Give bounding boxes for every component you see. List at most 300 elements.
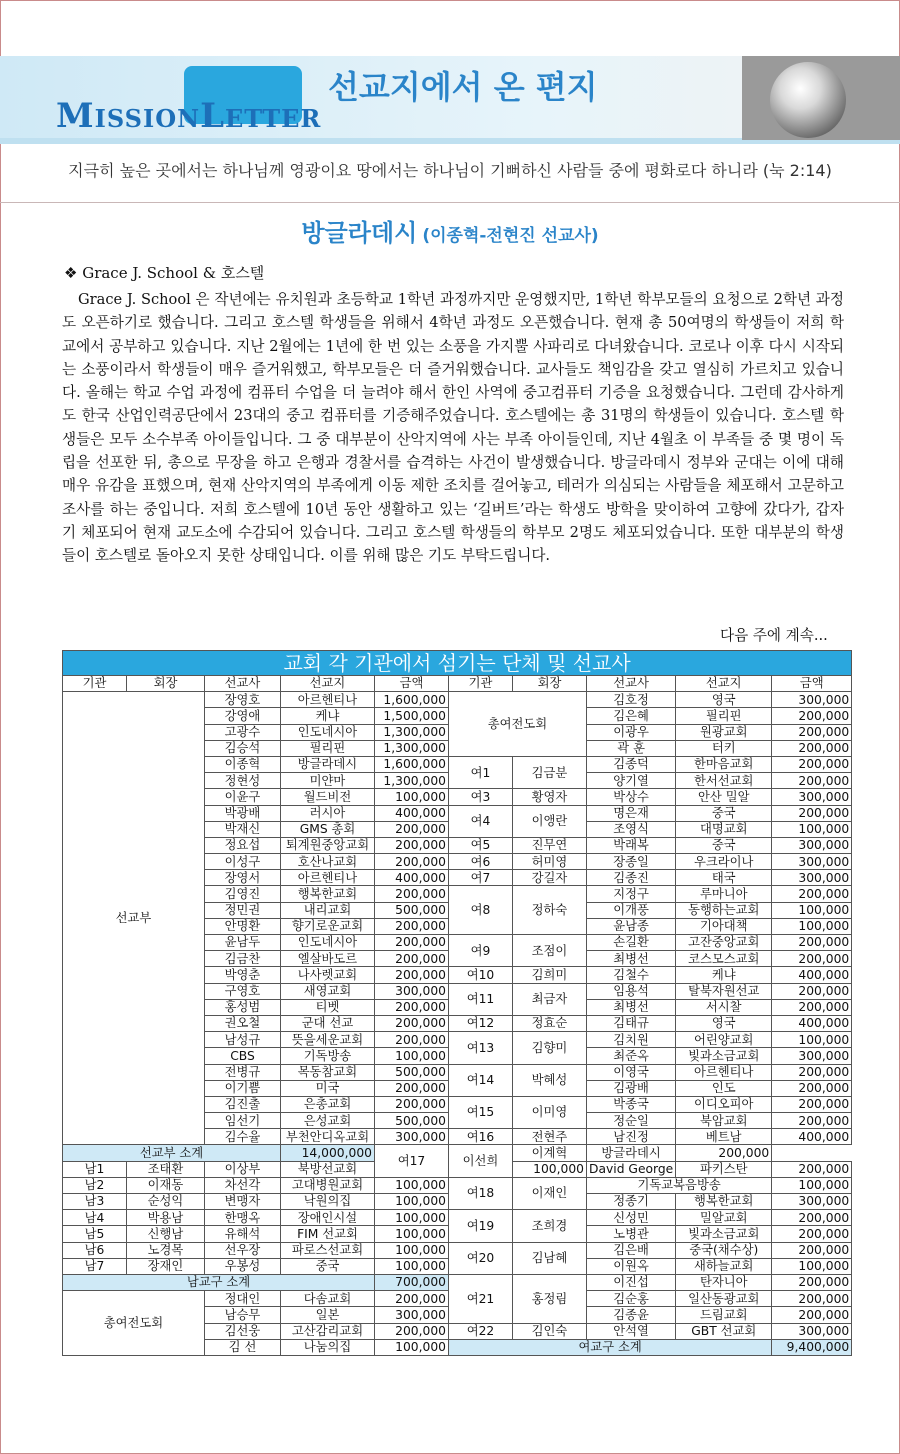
table-cell: 지정구 bbox=[587, 886, 676, 902]
table-cell: 100,000 bbox=[375, 1226, 449, 1242]
table-cell: 동행하는교회 bbox=[676, 902, 772, 918]
table-cell: 100,000 bbox=[375, 789, 449, 805]
table-cell: 변맹자 bbox=[205, 1194, 281, 1210]
table-cell: GBT 선교회 bbox=[676, 1323, 772, 1339]
table-cell: 이계혁 bbox=[513, 1145, 587, 1161]
table-cell: 여13 bbox=[449, 1032, 513, 1064]
table-cell: 명은재 bbox=[587, 805, 676, 821]
table-cell: 북방선교회 bbox=[281, 1161, 375, 1177]
table-cell: 200,000 bbox=[772, 724, 852, 740]
table-cell: 러시아 bbox=[281, 805, 375, 821]
region-name: 방글라데시 bbox=[301, 219, 418, 247]
table-cell: 200,000 bbox=[772, 999, 852, 1015]
table-cell: 100,000 bbox=[375, 1242, 449, 1258]
table-cell: 유해석 bbox=[205, 1226, 281, 1242]
table-cell: 200,000 bbox=[772, 1080, 852, 1096]
table-cell: 여15 bbox=[449, 1096, 513, 1128]
table-cell: 박혜성 bbox=[513, 1064, 587, 1096]
table-cell: 뜻을세운교회 bbox=[281, 1032, 375, 1048]
table-cell: 남진정 bbox=[587, 1129, 676, 1145]
table-cell: 남3 bbox=[63, 1194, 127, 1210]
logo-rest-2: ETTER bbox=[224, 104, 322, 133]
table-cell: 200,000 bbox=[772, 1161, 852, 1177]
table-cell: 200,000 bbox=[375, 886, 449, 902]
table-cell: 어린양교회 bbox=[676, 1032, 772, 1048]
table-cell: 400,000 bbox=[772, 1129, 852, 1145]
table-cell: 300,000 bbox=[375, 983, 449, 999]
table-cell: 이미영 bbox=[513, 1096, 587, 1128]
table-cell: 김태규 bbox=[587, 1015, 676, 1031]
table-cell: 향기로운교회 bbox=[281, 918, 375, 934]
table-cell: 200,000 bbox=[772, 935, 852, 951]
table-cell: 신행남 bbox=[127, 1226, 205, 1242]
table-cell: 코스모스교회 bbox=[676, 951, 772, 967]
table-cell: 여교구 소계 bbox=[449, 1339, 772, 1355]
table-cell: 일산동광교회 bbox=[676, 1291, 772, 1307]
table-cell: 100,000 bbox=[772, 1177, 852, 1193]
table-cell: 인도 bbox=[676, 1080, 772, 1096]
table-cell: 낙원의집 bbox=[281, 1194, 375, 1210]
table-cell: 200,000 bbox=[772, 1096, 852, 1112]
table-cell: 태국 bbox=[676, 870, 772, 886]
table-cell: 빛과소금교회 bbox=[676, 1226, 772, 1242]
table-cell: 여14 bbox=[449, 1064, 513, 1096]
table-cell: 200,000 bbox=[375, 999, 449, 1015]
table-cell: 구영호 bbox=[205, 983, 281, 999]
table-cell: 이재동 bbox=[127, 1177, 205, 1193]
table-cell: 윤남종 bbox=[587, 918, 676, 934]
table-cell: 여6 bbox=[449, 854, 513, 870]
table-cell: 300,000 bbox=[772, 1048, 852, 1064]
table-cell: 순성익 bbox=[127, 1194, 205, 1210]
table-cell: 김철수 bbox=[587, 967, 676, 983]
table-cell: 200,000 bbox=[772, 1291, 852, 1307]
table-cell: 여1 bbox=[449, 756, 513, 788]
table-row bbox=[63, 1177, 852, 1193]
table-cell: 100,000 bbox=[772, 1258, 852, 1274]
table-cell: 김선웅 bbox=[205, 1323, 281, 1339]
mission-letter-logo bbox=[56, 96, 321, 136]
table-cell: 안산 밀알 bbox=[676, 789, 772, 805]
table-cell: 필리핀 bbox=[676, 708, 772, 724]
table-cell: 나눔의집 bbox=[281, 1339, 375, 1355]
table-cell: 노경목 bbox=[127, 1242, 205, 1258]
table-cell: 총여전도회 bbox=[449, 692, 587, 757]
table-cell: 장영서 bbox=[205, 870, 281, 886]
globe-icon bbox=[770, 62, 846, 138]
table-cell: David George bbox=[587, 1161, 676, 1177]
table-cell: 엘살바도르 bbox=[281, 951, 375, 967]
table-cell: 최병선 bbox=[587, 951, 676, 967]
table-cell: 김광배 bbox=[587, 1080, 676, 1096]
table-cell: 김 선 bbox=[205, 1339, 281, 1355]
table-cell: 김치원 bbox=[587, 1032, 676, 1048]
table-cell: 미국 bbox=[281, 1080, 375, 1096]
table-cell: 필리핀 bbox=[281, 740, 375, 756]
table-cell: 중국(채수상) bbox=[676, 1242, 772, 1258]
table-cell: 200,000 bbox=[772, 773, 852, 789]
table-cell: 중국 bbox=[281, 1258, 375, 1274]
table-cell: 여7 bbox=[449, 870, 513, 886]
table-row bbox=[63, 1242, 852, 1258]
table-cell: 100,000 bbox=[375, 1048, 449, 1064]
table-cell: 여18 bbox=[449, 1177, 513, 1209]
table-cell: GMS 총회 bbox=[281, 821, 375, 837]
table-cell: 이상부 bbox=[205, 1161, 281, 1177]
table-cell: 400,000 bbox=[772, 1015, 852, 1031]
table-cell: 100,000 bbox=[375, 1194, 449, 1210]
logo-rest-1: ISSION bbox=[94, 104, 201, 133]
table-cell: 100,000 bbox=[772, 918, 852, 934]
column-header: 선교지 bbox=[676, 676, 772, 692]
table-cell: 기독방송 bbox=[281, 1048, 375, 1064]
table-cell: 여11 bbox=[449, 983, 513, 1015]
table-cell: 다솜교회 bbox=[281, 1291, 375, 1307]
table-cell: 밀알교회 bbox=[676, 1210, 772, 1226]
table-cell: 9,400,000 bbox=[772, 1339, 852, 1355]
table-cell: 곽 훈 bbox=[587, 740, 676, 756]
table-cell: 여4 bbox=[449, 805, 513, 837]
table-cell: 김종윤 bbox=[587, 1307, 676, 1323]
table-cell: 200,000 bbox=[772, 1210, 852, 1226]
table-cell: 행복한교회 bbox=[676, 1194, 772, 1210]
table-cell: 박영춘 bbox=[205, 967, 281, 983]
table-cell: 나사렛교회 bbox=[281, 967, 375, 983]
table-cell: 500,000 bbox=[375, 1113, 449, 1129]
table-cell: 400,000 bbox=[772, 967, 852, 983]
table-banner: 교회 각 기관에서 섬기는 단체 및 선교사 bbox=[63, 651, 852, 676]
table-cell: 부천안디옥교회 bbox=[281, 1129, 375, 1145]
table-cell: 박종국 bbox=[587, 1096, 676, 1112]
table-cell: 드림교회 bbox=[676, 1307, 772, 1323]
table-cell: 아르헨티나 bbox=[281, 870, 375, 886]
table-cell: 200,000 bbox=[772, 1064, 852, 1080]
table-cell: 김영진 bbox=[205, 886, 281, 902]
table-cell: 진무연 bbox=[513, 837, 587, 853]
table-cell: 200,000 bbox=[375, 935, 449, 951]
table-cell: 이원옥 bbox=[587, 1258, 676, 1274]
table-cell: 케냐 bbox=[281, 708, 375, 724]
table-cell: 200,000 bbox=[375, 951, 449, 967]
table-cell: FIM 선교회 bbox=[281, 1226, 375, 1242]
table-cell: 루마니아 bbox=[676, 886, 772, 902]
table-cell: 베트남 bbox=[676, 1129, 772, 1145]
table-cell: 김인숙 bbox=[513, 1323, 587, 1339]
table-cell: 군대 선교 bbox=[281, 1015, 375, 1031]
table-cell: 14,000,000 bbox=[281, 1145, 375, 1161]
table-cell: 김남혜 bbox=[513, 1242, 587, 1274]
table-cell: 조희경 bbox=[513, 1210, 587, 1242]
table-cell: 대명교회 bbox=[676, 821, 772, 837]
table-cell: 정효순 bbox=[513, 1015, 587, 1031]
table-cell: 총여전도회 bbox=[63, 1291, 205, 1356]
table-cell: 여9 bbox=[449, 935, 513, 967]
table-cell: 200,000 bbox=[772, 805, 852, 821]
table-cell: 1,600,000 bbox=[375, 692, 449, 708]
table-cell: 200,000 bbox=[772, 708, 852, 724]
table-cell: 200,000 bbox=[772, 1226, 852, 1242]
table-cell: 300,000 bbox=[375, 1129, 449, 1145]
table-cell: 김향미 bbox=[513, 1032, 587, 1064]
table-cell: 김순홍 bbox=[587, 1291, 676, 1307]
table-cell: 최금자 bbox=[513, 983, 587, 1015]
table-cell: 1,300,000 bbox=[375, 740, 449, 756]
table-cell: 여10 bbox=[449, 967, 513, 983]
table-cell: 박용남 bbox=[127, 1210, 205, 1226]
table-cell: 여21 bbox=[449, 1274, 513, 1323]
column-header: 선교지 bbox=[281, 676, 375, 692]
table-header-row bbox=[63, 676, 852, 692]
table-cell: 고대병원교회 bbox=[281, 1177, 375, 1193]
table-cell: 선교부 bbox=[63, 692, 205, 1145]
table-cell: 200,000 bbox=[772, 1242, 852, 1258]
table-cell: 여8 bbox=[449, 886, 513, 935]
table-cell: 황영자 bbox=[513, 789, 587, 805]
table-cell: 정종기 bbox=[587, 1194, 676, 1210]
table-cell: 200,000 bbox=[375, 1291, 449, 1307]
table-cell: 여19 bbox=[449, 1210, 513, 1242]
table-row bbox=[63, 1210, 852, 1226]
column-header: 회장 bbox=[127, 676, 205, 692]
table-cell: 장재인 bbox=[127, 1258, 205, 1274]
continued-note: 다음 주에 계속... bbox=[720, 627, 828, 644]
table-cell: 남교구 소계 bbox=[63, 1274, 375, 1290]
table-cell: 이앵란 bbox=[513, 805, 587, 837]
table-row bbox=[63, 1274, 852, 1290]
table-cell: 400,000 bbox=[375, 870, 449, 886]
table-cell: 김희미 bbox=[513, 967, 587, 983]
table-cell: 여22 bbox=[449, 1323, 513, 1339]
divider bbox=[0, 202, 900, 203]
table-cell: 고광수 bbox=[205, 724, 281, 740]
table-cell: 남1 bbox=[63, 1161, 127, 1177]
table-cell: 아르헨티나 bbox=[676, 1064, 772, 1080]
table-cell: 정대인 bbox=[205, 1291, 281, 1307]
table-cell: 케냐 bbox=[676, 967, 772, 983]
table-cell: 남4 bbox=[63, 1210, 127, 1226]
table-cell: 남승무 bbox=[205, 1307, 281, 1323]
table-cell: 티벳 bbox=[281, 999, 375, 1015]
table-cell: 양기열 bbox=[587, 773, 676, 789]
page-title: 선교지에서 온 편지 bbox=[328, 68, 598, 106]
table-cell: 이선희 bbox=[449, 1145, 513, 1177]
table-cell: 남성규 bbox=[205, 1032, 281, 1048]
table-cell: 선우장 bbox=[205, 1242, 281, 1258]
table-cell: 500,000 bbox=[375, 1064, 449, 1080]
article-body: Grace J. School 은 작년에는 유치원과 초등학교 1학년 과정까지만 운영했지만, 1학년 학부모들의 요청으로 2학년 과정도 오픈하기로 했습니다. 그리고 호스텔 학생들을 위해서 4학년 과정도 오픈했습니다. 현재 총 50여명의 학생들이 저희 학교에서 공부하고 있습니다. 지난 2월에는 1년에 한 번 있는 소풍을 가지뿔 사파리로 다녀왔습니다. 코로나 이후 다시 시작되는 소풍이라서 학생들이 매우 즐거워했고, 학부모들은 더 즐거워했습니다. 교사들도 책임감을 갖고 열심히 가르치고 있습니다. 올해는 학교 수업 과정에 컴퓨터 수업을 더 늘려야 해서 한인 사역에 중고컴퓨터 기증을 요청했습니다. 그런데 감사하게도 한국 산업인력공단에서 23대의 중고 컴퓨터를 기증해주었습니다. 호스텔에는 총 31명의 학생들이 있습니다. 호스텔 학생들은 모두 소수부족 아이들입니다. 그 중 대부분이 산악지역에 사는 부족 아이들인데, 지난 4월초 이 부족들 중 몇 명이 독립을 선포한 뒤, 총으로 무장을 하고 은행과 경찰서를 습격하는 사건이 발생했습니다. 방글라데시 정부와 군대는 이에 대해 매우 유감을 표했으며, 현재 산악지역의 부족에게 이동 제한 조치를 걸어놓고, 테러가 의심되는 사람들을 체포해서 고문하고 조사를 하는 중입니다. 저희 호스텔에 10년 동안 생활하고 있는 ‘길버트’라는 학생도 방학을 맞이하여 고향에 갔다가, 갑자기 체포되어 현재 교도소에 수감되어 있습니다. 그리고 호스텔 학생들의 학부모 2명도 체포되었습니다. 또한 대부분의 학생들이 호스텔로 돌아오지 못한 상태입니다. 이를 위해 많은 기도 부탁드립니다. bbox=[62, 291, 844, 565]
table-cell: 임용석 bbox=[587, 983, 676, 999]
table-cell: 300,000 bbox=[375, 1307, 449, 1323]
table-cell: CBS bbox=[205, 1048, 281, 1064]
table-cell: 300,000 bbox=[772, 692, 852, 708]
table-cell: 조점이 bbox=[513, 935, 587, 967]
table-cell: 행복한교회 bbox=[281, 886, 375, 902]
table-cell: 박광배 bbox=[205, 805, 281, 821]
article-heading: ❖ Grace J. School & 호스텔 bbox=[64, 264, 265, 282]
logo-cap-l: L bbox=[200, 96, 225, 136]
column-header: 기관 bbox=[63, 676, 127, 692]
table-cell: 새영교회 bbox=[281, 983, 375, 999]
table-cell: 홍성범 bbox=[205, 999, 281, 1015]
table-cell: 강길자 bbox=[513, 870, 587, 886]
table-cell: 남2 bbox=[63, 1177, 127, 1193]
table-cell: 200,000 bbox=[375, 1323, 449, 1339]
table-cell: 중국 bbox=[676, 837, 772, 853]
table-cell: 인도네시아 bbox=[281, 724, 375, 740]
table-cell: 200,000 bbox=[676, 1145, 772, 1161]
table-cell: 기독교복음방송 bbox=[587, 1177, 772, 1193]
table-cell: 홍정림 bbox=[513, 1274, 587, 1323]
region-title bbox=[0, 213, 900, 248]
table-cell: 300,000 bbox=[772, 789, 852, 805]
table-cell: 임선기 bbox=[205, 1113, 281, 1129]
table-cell: 이광우 bbox=[587, 724, 676, 740]
table-cell: 선교부 소계 bbox=[63, 1145, 281, 1161]
table-cell: 여3 bbox=[449, 789, 513, 805]
table-cell: 퇴계원중앙교회 bbox=[281, 837, 375, 853]
table-cell: 탄자니아 bbox=[676, 1274, 772, 1290]
table-cell: 조태환 bbox=[127, 1161, 205, 1177]
table-cell: 방글라데시 bbox=[587, 1145, 676, 1161]
table-cell: 200,000 bbox=[772, 983, 852, 999]
table-cell: 200,000 bbox=[375, 837, 449, 853]
table-cell: 차선각 bbox=[205, 1177, 281, 1193]
table-cell: 새하늘교회 bbox=[676, 1258, 772, 1274]
table-cell: 200,000 bbox=[375, 821, 449, 837]
table-cell: 200,000 bbox=[772, 1274, 852, 1290]
table-cell: 장애인시설 bbox=[281, 1210, 375, 1226]
table-cell: 허미영 bbox=[513, 854, 587, 870]
table-cell: 여20 bbox=[449, 1242, 513, 1274]
table-cell: 200,000 bbox=[772, 1113, 852, 1129]
table-cell: 우봉성 bbox=[205, 1258, 281, 1274]
table-cell: 정순일 bbox=[587, 1113, 676, 1129]
table-cell: 강영애 bbox=[205, 708, 281, 724]
table-cell: 신성민 bbox=[587, 1210, 676, 1226]
table-cell: 아르헨티나 bbox=[281, 692, 375, 708]
table-cell: 이기쁨 bbox=[205, 1080, 281, 1096]
table-cell: 남7 bbox=[63, 1258, 127, 1274]
table-cell: 원광교회 bbox=[676, 724, 772, 740]
table-cell: 여5 bbox=[449, 837, 513, 853]
table-cell: 100,000 bbox=[513, 1161, 587, 1177]
table-cell: 안명환 bbox=[205, 918, 281, 934]
table-cell: 이영국 bbox=[587, 1064, 676, 1080]
table-cell: 인도네시아 bbox=[281, 935, 375, 951]
table-cell: 고산감리교회 bbox=[281, 1323, 375, 1339]
table-cell: 이진섭 bbox=[587, 1274, 676, 1290]
table-cell: 정민권 bbox=[205, 902, 281, 918]
table-cell: 박재신 bbox=[205, 821, 281, 837]
table-cell: 정하숙 bbox=[513, 886, 587, 935]
column-header: 금액 bbox=[375, 676, 449, 692]
table-cell: 김은혜 bbox=[587, 708, 676, 724]
table-cell: 한서선교회 bbox=[676, 773, 772, 789]
table-cell: 300,000 bbox=[772, 1194, 852, 1210]
table-cell: 여12 bbox=[449, 1015, 513, 1031]
table-cell: 터키 bbox=[676, 740, 772, 756]
table-cell: 200,000 bbox=[772, 951, 852, 967]
table-cell: 1,600,000 bbox=[375, 756, 449, 772]
table-cell: 남6 bbox=[63, 1242, 127, 1258]
table-cell: 200,000 bbox=[772, 886, 852, 902]
table-cell: 1,500,000 bbox=[375, 708, 449, 724]
table-cell: 200,000 bbox=[772, 740, 852, 756]
table-cell: 700,000 bbox=[375, 1274, 449, 1290]
table-cell: 김금찬 bbox=[205, 951, 281, 967]
table-cell: 기아대책 bbox=[676, 918, 772, 934]
missions-table bbox=[62, 650, 852, 1356]
table-cell: 중국 bbox=[676, 805, 772, 821]
table-cell: 우크라이나 bbox=[676, 854, 772, 870]
table-cell: 이개풍 bbox=[587, 902, 676, 918]
table-cell: 김호정 bbox=[587, 692, 676, 708]
table-cell: 손길환 bbox=[587, 935, 676, 951]
table-cell: 100,000 bbox=[375, 1339, 449, 1355]
table-cell: 김금분 bbox=[513, 756, 587, 788]
table-cell: 고잔중앙교회 bbox=[676, 935, 772, 951]
column-header: 기관 bbox=[449, 676, 513, 692]
table-cell: 200,000 bbox=[772, 1307, 852, 1323]
table-cell: 남5 bbox=[63, 1226, 127, 1242]
table-cell: 서시찰 bbox=[676, 999, 772, 1015]
table-cell: 100,000 bbox=[375, 1210, 449, 1226]
column-header: 회장 bbox=[513, 676, 587, 692]
table-cell: 조영식 bbox=[587, 821, 676, 837]
table-cell: 200,000 bbox=[375, 967, 449, 983]
table-cell: 400,000 bbox=[375, 805, 449, 821]
table-cell: 김은배 bbox=[587, 1242, 676, 1258]
table-cell: 내리교회 bbox=[281, 902, 375, 918]
table-cell: 100,000 bbox=[772, 821, 852, 837]
table-cell: 월드비전 bbox=[281, 789, 375, 805]
table-cell: 은성교회 bbox=[281, 1113, 375, 1129]
table-cell: 김수율 bbox=[205, 1129, 281, 1145]
table-cell: 여17 bbox=[375, 1145, 449, 1177]
table-cell: 김진출 bbox=[205, 1096, 281, 1112]
table-cell: 전현주 bbox=[513, 1129, 587, 1145]
table-cell: 정요섭 bbox=[205, 837, 281, 853]
region-missionaries: (이종혁-전현진 선교사) bbox=[422, 226, 599, 246]
table-cell: 200,000 bbox=[375, 1080, 449, 1096]
table-cell: 이윤구 bbox=[205, 789, 281, 805]
table-cell: 200,000 bbox=[375, 1032, 449, 1048]
table-cell: 일본 bbox=[281, 1307, 375, 1323]
table-cell: 이성구 bbox=[205, 854, 281, 870]
bible-verse: 지극히 높은 곳에서는 하나님께 영광이요 땅에서는 하나님이 기뻐하신 사람들 중에 평화로다 하니라 (눅 2:14) bbox=[68, 161, 832, 180]
table-cell: 이종혁 bbox=[205, 756, 281, 772]
table-cell: 최준옥 bbox=[587, 1048, 676, 1064]
globe-image bbox=[742, 56, 900, 140]
table-cell: 안석열 bbox=[587, 1323, 676, 1339]
table-cell: 여16 bbox=[449, 1129, 513, 1145]
table-cell: 호산나교회 bbox=[281, 854, 375, 870]
table-cell: 200,000 bbox=[375, 918, 449, 934]
table-cell: 이재인 bbox=[513, 1177, 587, 1209]
table-cell: 200,000 bbox=[772, 756, 852, 772]
column-header: 선교사 bbox=[587, 676, 676, 692]
table-cell: 100,000 bbox=[375, 1258, 449, 1274]
table-cell: 노병관 bbox=[587, 1226, 676, 1242]
table-cell: 200,000 bbox=[375, 1096, 449, 1112]
table-cell: 은총교회 bbox=[281, 1096, 375, 1112]
table-cell: 장영호 bbox=[205, 692, 281, 708]
table-cell: 장종일 bbox=[587, 854, 676, 870]
table-cell: 권오철 bbox=[205, 1015, 281, 1031]
table-cell: 미얀마 bbox=[281, 773, 375, 789]
table-cell: 300,000 bbox=[772, 1323, 852, 1339]
table-cell: 영국 bbox=[676, 1015, 772, 1031]
